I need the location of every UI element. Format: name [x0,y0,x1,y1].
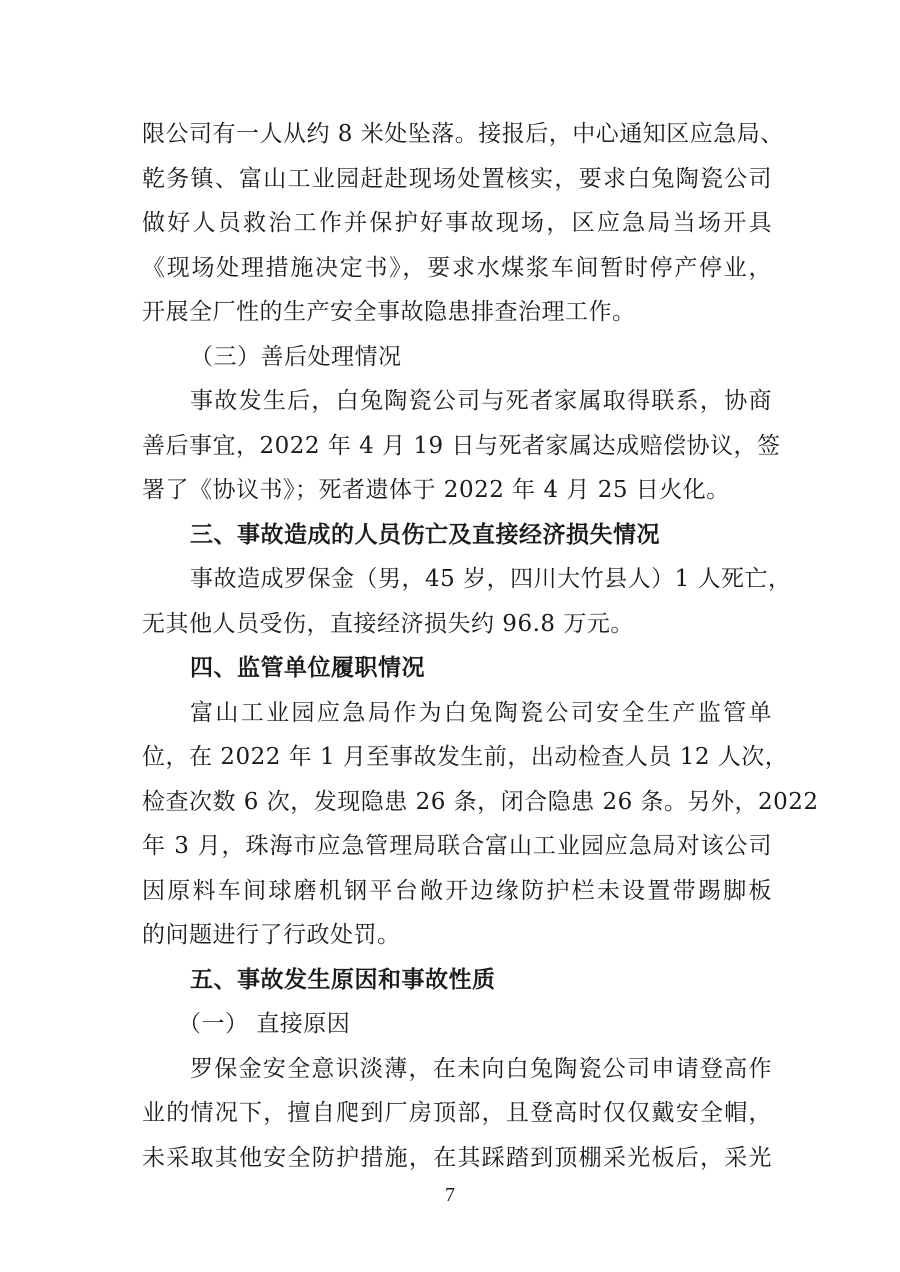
section-heading: 五、事故发生原因和事故性质 [190,967,496,993]
paragraph-line: 检查次数 6 次，发现隐患 26 条，闭合隐患 26 条。另外，2022 [142,789,819,815]
paragraph-line: 富山工业园应急局作为白兔陶瓷公司安全生产监管单 [190,700,772,726]
paragraph-line: 做好人员救治工作并保护好事故现场，区应急局当场开具 [142,210,772,236]
section-heading: 三、事故造成的人员伤亡及直接经济损失情况 [190,522,660,548]
paragraph-line: 善后事宜，2022 年 4 月 19 日与死者家属达成赔偿协议，签 [142,433,781,459]
paragraph-line: 限公司有一人从约 8 米处坠落。接报后，中心通知区应急局、 [142,121,784,147]
paragraph-line: 年 3 月，珠海市应急管理局联合富山工业园应急局对该公司 [142,833,772,859]
paragraph-line: 因原料车间球磨机钢平台敞开边缘防护栏未设置带踢脚板 [142,878,772,904]
page-number: 7 [445,1184,455,1206]
paragraph-line: 未采取其他安全防护措施，在其踩踏到顶棚采光板后，采光 [142,1145,772,1171]
section-heading: 四、监管单位履职情况 [190,655,425,681]
section-subheading: （三）善后处理情况 [190,344,402,370]
paragraph-line: 乾务镇、富山工业园赶赴现场处置核实，要求白兔陶瓷公司 [142,166,772,192]
paragraph-line: 无其他人员受伤，直接经济损失约 96.8 万元。 [142,611,634,637]
paragraph-line: 《现场处理措施决定书》，要求水煤浆车间暂时停产停业， [142,255,772,281]
paragraph-line: 事故造成罗保金（男，45 岁，四川大竹县人）1 人死亡， [190,566,792,592]
paragraph-line: 的问题进行了行政处罚。 [142,922,401,948]
paragraph-line: 署了《协议书》；死者遗体于 2022 年 4 月 25 日火化。 [142,477,730,503]
section-subheading: （一） 直接原因 [178,1011,351,1037]
paragraph-line: 位，在 2022 年 1 月至事故发生前，出动检查人员 12 人次， [142,744,789,770]
paragraph-line: 开展全厂性的生产安全事故隐患排查治理工作。 [142,299,636,325]
paragraph-line: 业的情况下，擅自爬到厂房顶部，且登高时仅仅戴安全帽， [142,1100,772,1126]
paragraph-line: 事故发生后，白兔陶瓷公司与死者家属取得联系，协商 [190,388,772,414]
paragraph-line: 罗保金安全意识淡薄，在未向白兔陶瓷公司申请登高作 [190,1056,772,1082]
